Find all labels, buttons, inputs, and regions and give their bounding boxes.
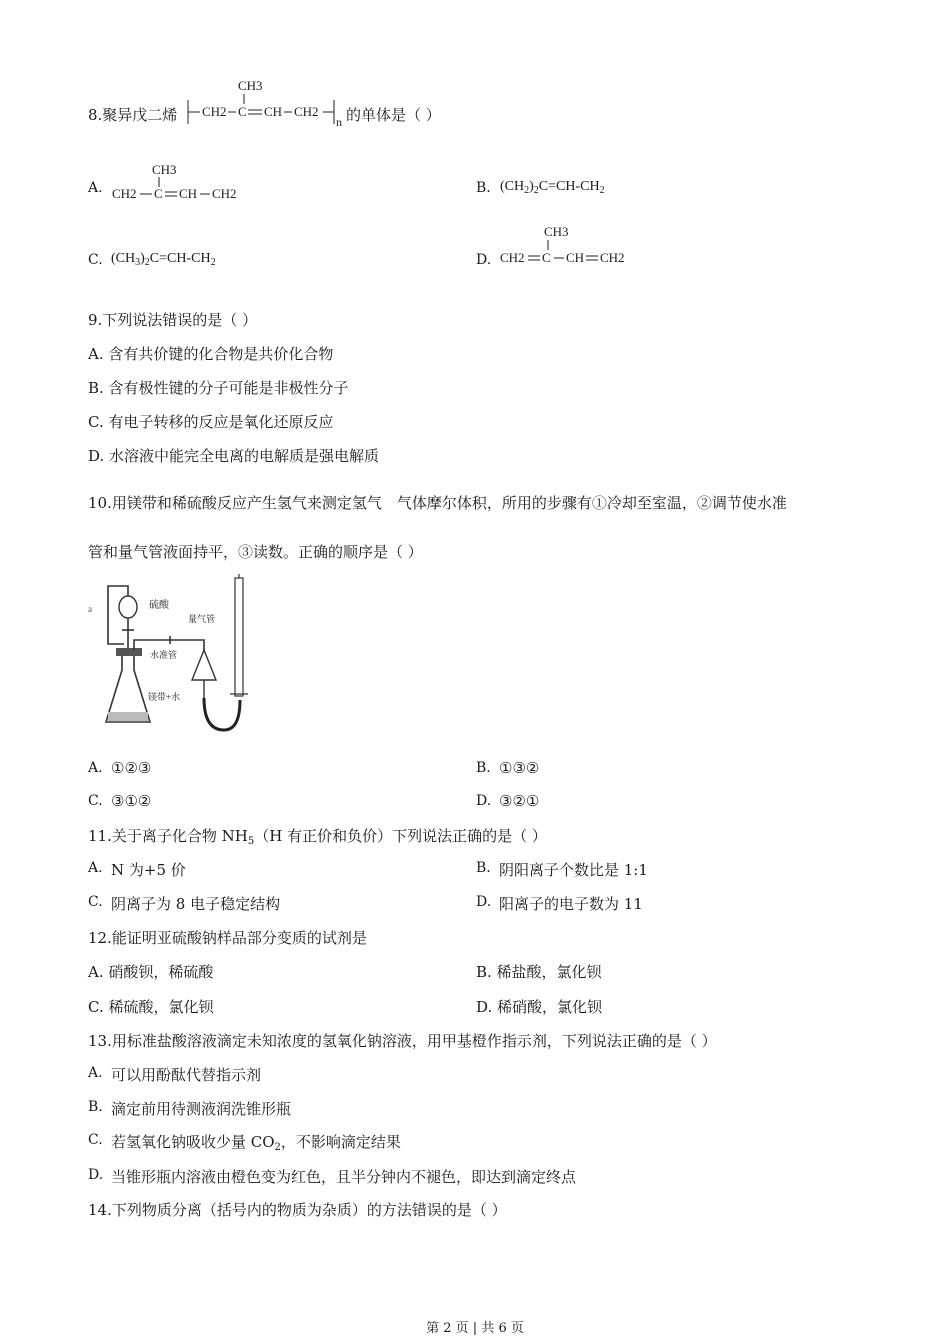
q11-stem: 11.关于离子化合物 $NH_5(H$ 有正价和负价）下列说法正确的是（ ） [88, 827, 547, 847]
q12-option-b: B. 稀盐酸，氯化钡 [476, 963, 602, 981]
q8-option-d-letter: D. [476, 252, 492, 268]
q8-option-c-letter: C. [88, 252, 103, 268]
q13-option-c: 若氢氧化钠吸收少量 $CO_2$，不影响滴定结果 [111, 1133, 401, 1153]
q9-stem: 9.下列说法错误的是（ ） [88, 311, 258, 329]
q10-figure-corner-label: a [88, 604, 92, 614]
q9-option-d: D. 水溶液中能完全电离的电解质是强电解质 [88, 447, 380, 465]
q8-poly-ch: CH [264, 104, 283, 119]
q10-option-c: ③①② [111, 792, 152, 810]
svg-text:CH3: CH3 [544, 224, 569, 239]
q10-option-d-letter: D. [476, 793, 492, 809]
q9-option-c: C. 有电子转移的反应是氧化还原反应 [88, 413, 334, 431]
q13-option-a: 可以用酚酞代替指示剂 [111, 1066, 262, 1084]
svg-text:CH2: CH2 [112, 186, 137, 201]
q10-stem-line2: 管和量气管液面持平，③读数。正确的顺序是（ ） [88, 543, 423, 561]
q8-stem-suffix: 的单体是（ ） [346, 106, 441, 124]
q11-option-c: 阴离子为 8 电子稳定结构 [111, 895, 281, 913]
q12-option-c: C. 稀硫酸，氯化钡 [88, 998, 214, 1016]
q13-stem: 13.用标准盐酸溶液滴定未知浓度的氢氧化钠溶液，用甲基橙作指示剂，下列说法正确的是（ ） [88, 1032, 717, 1050]
q8-option-c-formula: $(CH_3)_2C=CH-CH_2$ [111, 251, 216, 268]
q11-option-c-letter: C. [88, 894, 103, 910]
q8-option-b-formula: $(CH_2)_2C=CH-CH_2$ [500, 179, 605, 196]
q10-figure-acid-label: 硫酸 [149, 600, 169, 611]
q10-apparatus-figure [86, 572, 266, 740]
q10-option-c-letter: C. [88, 793, 103, 809]
q8-poly-ch3: CH3 [238, 78, 263, 93]
svg-text:CH2: CH2 [600, 250, 625, 265]
svg-text:CH3: CH3 [152, 162, 177, 177]
q8-polymer-structure [186, 76, 346, 128]
q8-option-b-letter: B. [476, 180, 491, 196]
q11-option-a: N 为+5 价 [111, 861, 186, 879]
q10-figure-gas-tube-label: 量气管 [188, 614, 216, 624]
q11-option-b: 阴阳离子个数比是 1:1 [499, 861, 648, 879]
q11-option-b-letter: B. [476, 860, 491, 876]
svg-text:CH: CH [179, 186, 198, 201]
svg-text:CH: CH [566, 250, 585, 265]
page-footer: 第 2 页 | 共 6 页 [426, 1321, 524, 1336]
svg-text:CH2: CH2 [500, 250, 525, 265]
q8-option-a-letter: A. [88, 180, 103, 196]
q10-option-d: ③②① [499, 792, 540, 810]
q8-poly-ch2-2: CH2 [294, 104, 319, 119]
q8-stem-prefix: 8.聚异戊二烯 [88, 106, 178, 124]
q12-option-a: A. 硝酸钡，稀硫酸 [88, 963, 214, 981]
q13-option-d: 当锥形瓶内溶液由橙色变为红色，且半分钟内不褪色，即达到滴定终点 [111, 1168, 577, 1186]
q13-option-b-letter: B. [88, 1099, 103, 1115]
q10-stem-line1: 10.用镁带和稀硫酸反应产生氢气来测定氢气 气体摩尔体积，所用的步骤有①冷却至室温，②调节使水准 [88, 494, 787, 512]
q10-figure-mg-label: 镁带+水 [148, 692, 181, 702]
q10-option-a-letter: A. [88, 760, 103, 776]
q13-option-a-letter: A. [88, 1065, 103, 1081]
q8-poly-n: n [336, 115, 342, 128]
q8-option-a-structure [110, 160, 250, 206]
q8-option-d-structure [498, 222, 648, 270]
q10-option-b: ①③② [499, 759, 540, 777]
q14-stem: 14.下列物质分离（括号内的物质为杂质）的方法错误的是（ ） [88, 1201, 507, 1219]
q9-option-a: A. 含有共价键的化合物是共价化合物 [88, 345, 334, 363]
q8-poly-ch2-1: CH2 [202, 104, 227, 119]
svg-text:C: C [154, 186, 163, 201]
svg-text:C: C [542, 250, 551, 265]
q11-option-d-letter: D. [476, 894, 492, 910]
q9-option-b: B. 含有极性键的分子可能是非极性分子 [88, 379, 349, 397]
q10-option-a: ①②③ [111, 759, 152, 777]
q10-option-b-letter: B. [476, 760, 491, 776]
q13-option-d-letter: D. [88, 1167, 104, 1183]
q13-option-b: 滴定前用待测液润洗锥形瓶 [111, 1100, 292, 1118]
q11-option-a-letter: A. [88, 860, 103, 876]
q13-option-c-letter: C. [88, 1132, 103, 1148]
q12-stem: 12.能证明亚硫酸钠样品部分变质的试剂是 [88, 929, 367, 947]
svg-text:CH2: CH2 [212, 186, 237, 201]
q12-option-d: D. 稀硝酸，氯化钡 [476, 998, 603, 1016]
q8-poly-c: C [238, 104, 247, 119]
q11-option-d: 阳离子的电子数为 11 [499, 895, 643, 913]
q10-figure-level-tube-label: 水准管 [150, 650, 178, 660]
